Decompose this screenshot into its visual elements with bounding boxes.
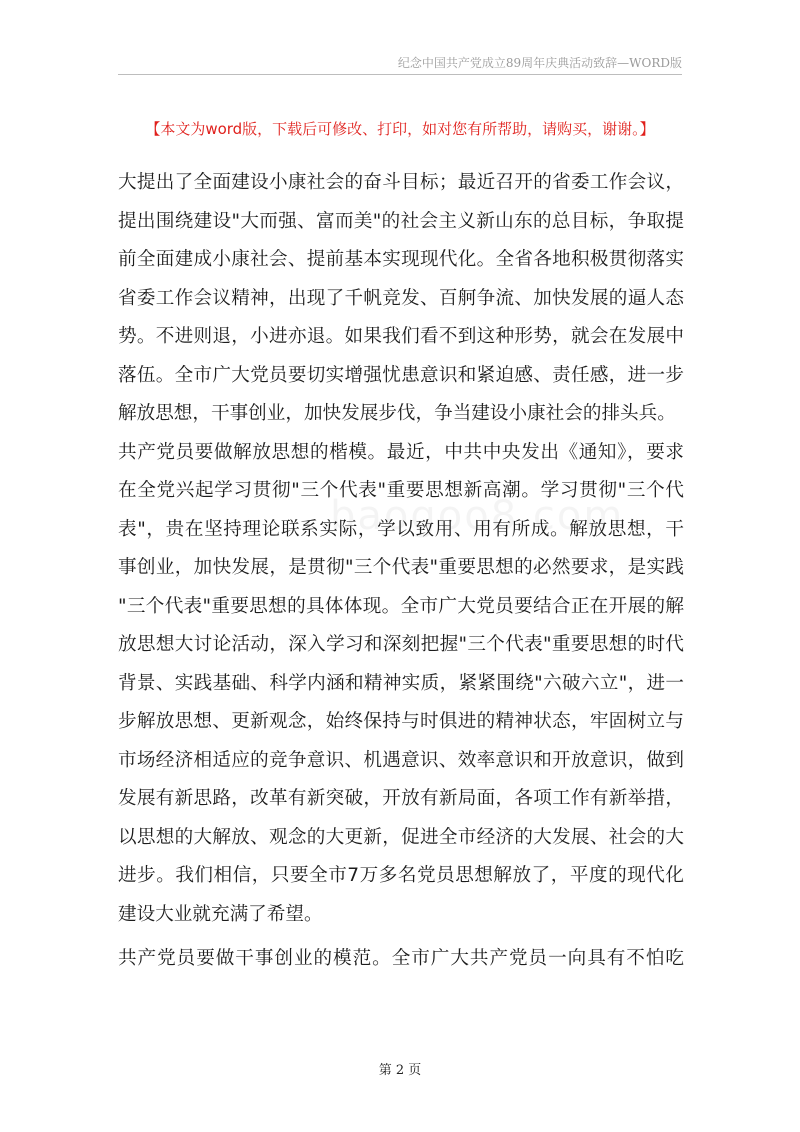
text-line: 放思想大讨论活动，深入学习和深刻把握"三个代表"重要思想的时代 [118,634,684,655]
text-line: 落伍。全市广大党员要切实增强忧患意识和紧迫感、责任感，进一步 [118,364,684,386]
paragraph-3 [118,940,684,979]
text-line: 步解放思想、更新观念，始终保持与时俱进的精神状态，牢固树立与 [118,711,684,732]
text-line: 大提出了全面建设小康社会的奋斗目标；最近召开的省委工作会议， [118,172,684,193]
text-line: 建设大业就充满了希望。 [118,903,323,925]
text-line: 背景、实践基础、科学内涵和精神实质，紧紧围绕"六破六立"，进一 [118,672,684,694]
text-line: 市场经济相适应的竞争意识、机遇意识、效率意识和开放意识，做到 [118,749,684,771]
text-line: 势。不进则退，小进亦退。如果我们看不到这种形势，就会在发展中 [118,326,684,347]
text-line: 以思想的大解放、观念的大更新，促进全市经济的大发展、社会的大 [118,826,684,848]
paragraph-2 [118,434,684,935]
text-line: 提出围绕建设"大而强、富而美"的社会主义新山东的总目标，争取提 [118,210,684,232]
text-line: 省委工作会议精神，出现了千帆竞发、百舸争流、加快发展的逼人态 [118,287,684,309]
text-line: 前全面建成小康社会、提前基本实现现代化。全省各地积极贯彻落实 [118,249,684,270]
text-line: "三个代表"重要思想的具体体现。全市广大党员要结合正在开展的解 [118,595,684,617]
text-line: 事创业，加快发展，是贯彻"三个代表"重要思想的必然要求，是实践 [118,557,684,578]
running-header: 纪念中国共产党成立89周年庆典活动致辞—WORD版 [397,56,682,70]
page-number: 第 2 页 [378,1063,422,1078]
paragraph-1 [118,164,684,434]
text-line: 解放思想，干事创业，加快发展步伐，争当建设小康社会的排头兵。 [118,403,676,424]
text-line: 共产党员要做解放思想的楷模。最近，中共中央发出《通知》，要求 [118,441,684,463]
body-text [118,164,684,979]
text-line: 进步。我们相信，只要全市7万多名党员思想解放了，平度的现代化 [118,865,684,886]
header-divider [118,74,682,75]
text-line: 在全党兴起学习贯彻"三个代表"重要思想新高潮。学习贯彻"三个代 [118,480,684,501]
text-line: 共产党员要做干事创业的模范。全市广大共产党员一向具有不怕吃 [118,948,684,969]
download-notice: 【本文为word版，下载后可修改、打印，如对您有所帮助，请购买，谢谢。】 [145,120,655,138]
text-line: 表"，贵在坚持理论联系实际，学以致用、用有所成。解放思想，干 [118,518,684,540]
text-line: 发展有新思路，改革有新突破，开放有新局面，各项工作有新举措， [118,788,684,809]
